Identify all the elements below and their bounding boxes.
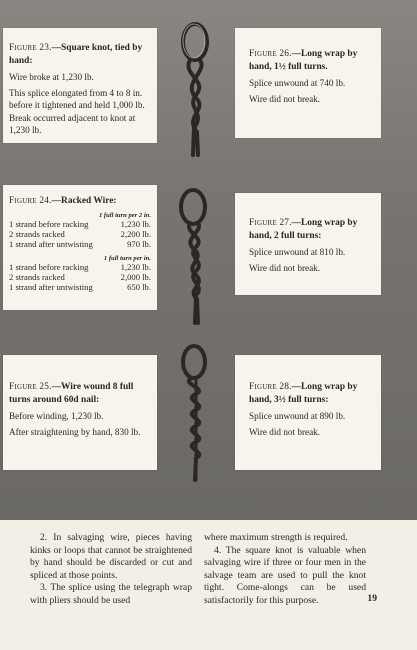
- figure-label: Figure 25.: [9, 382, 52, 392]
- caption-title: [249, 381, 374, 406]
- paragraph: 2. In salvaging wire, pieces having kinks or loops that cannot be straightened by hand should be discarded or cut and spliced at those points.: [30, 532, 192, 581]
- caption-figure-26: [235, 28, 381, 138]
- row-label: 1 strand after untwisting: [9, 238, 93, 249]
- racked-wire-table: [9, 212, 151, 292]
- caption-line: Splice unwound at 810 lb.: [249, 247, 346, 257]
- table-row: [9, 262, 151, 272]
- table-row: [9, 282, 151, 292]
- page-number: 19: [367, 593, 377, 604]
- caption-title: [9, 381, 151, 406]
- row-value: 2,200 lb.: [120, 228, 151, 239]
- table-header: 1 full turn per in.: [103, 254, 151, 262]
- row-value: 970 lb.: [127, 238, 151, 249]
- figure-title: —Long wrap by hand, 1½ full turns.: [249, 49, 358, 72]
- wire-photo-nail-wound: [160, 342, 230, 482]
- caption-figure-23: [3, 28, 157, 143]
- row-label: 1 strand before racking: [9, 261, 89, 272]
- caption-figure-25: [3, 355, 157, 470]
- table-row: [9, 229, 151, 239]
- caption-title: [9, 195, 151, 208]
- row-label: 2 strands racked: [9, 228, 65, 239]
- figure-label: Figure 27.: [249, 218, 292, 228]
- caption-line: After straightening by hand, 830 lb.: [9, 426, 141, 437]
- paragraph: 3. The splice using the telegraph wrap with pliers should be used: [30, 582, 192, 606]
- table-row: [9, 272, 151, 282]
- caption-title: [249, 48, 374, 73]
- caption-line: Before winding, 1,230 lb.: [9, 411, 104, 421]
- row-label: 2 strands racked: [9, 271, 65, 282]
- figure-title: —Square knot, tied by hand:: [9, 43, 143, 66]
- caption-line: Splice unwound at 890 lb.: [249, 411, 346, 421]
- row-value: 2,000 lb.: [120, 271, 151, 282]
- table-header: 1 full turn per 2 in.: [98, 211, 151, 219]
- caption-line: This splice elongated from 4 to 8 in. before it tightened and held 1,000 lb. Break occurred adjacent to knot at 1,230 lb.: [9, 87, 145, 135]
- figure-label: Figure 23.: [9, 43, 52, 53]
- paragraph: 4. The square knot is valuable when salvaging wire if three or four men in the salvage team are used to pull the knot tight. Come-alongs can be used satisfactorily for this purpose.: [204, 544, 366, 606]
- figure-label: Figure 26.: [249, 49, 292, 59]
- row-value: 650 lb.: [127, 281, 151, 292]
- wire-photo-square-knot: [160, 20, 230, 160]
- table-row: [9, 219, 151, 229]
- caption-figure-28: [235, 355, 381, 470]
- table-row: [9, 239, 151, 249]
- paragraph-continuation: where maximum strength is required.: [204, 532, 348, 543]
- caption-title: [249, 217, 374, 242]
- figure-title: —Long wrap by hand, 2 full turns:: [249, 218, 358, 241]
- caption-line: Wire did not break.: [249, 93, 321, 104]
- body-column-left: [30, 532, 192, 608]
- figure-label: Figure 24.: [9, 196, 52, 206]
- caption-figure-27: [235, 193, 381, 295]
- caption-line: Wire did not break.: [249, 426, 321, 437]
- figure-title: —Long wrap by hand, 3½ full turns:: [249, 382, 358, 405]
- caption-figure-24: [3, 185, 157, 310]
- caption-line: Wire did not break.: [249, 262, 321, 273]
- figure-title: —Racked Wire:: [51, 196, 117, 206]
- body-column-right: [204, 532, 366, 608]
- row-value: 1,230 lb.: [120, 261, 151, 272]
- row-value: 1,230 lb.: [120, 218, 151, 229]
- wire-photo-racked: [160, 185, 230, 325]
- caption-line: Wire broke at 1,230 lb.: [9, 72, 94, 82]
- caption-title: [9, 42, 151, 67]
- caption-line: Splice unwound at 740 lb.: [249, 78, 346, 88]
- row-label: 1 strand after untwisting: [9, 281, 93, 292]
- row-label: 1 strand before racking: [9, 218, 89, 229]
- figure-title: —Wire wound 8 full turns around 60d nail:: [9, 382, 134, 405]
- figure-label: Figure 28.: [249, 382, 292, 392]
